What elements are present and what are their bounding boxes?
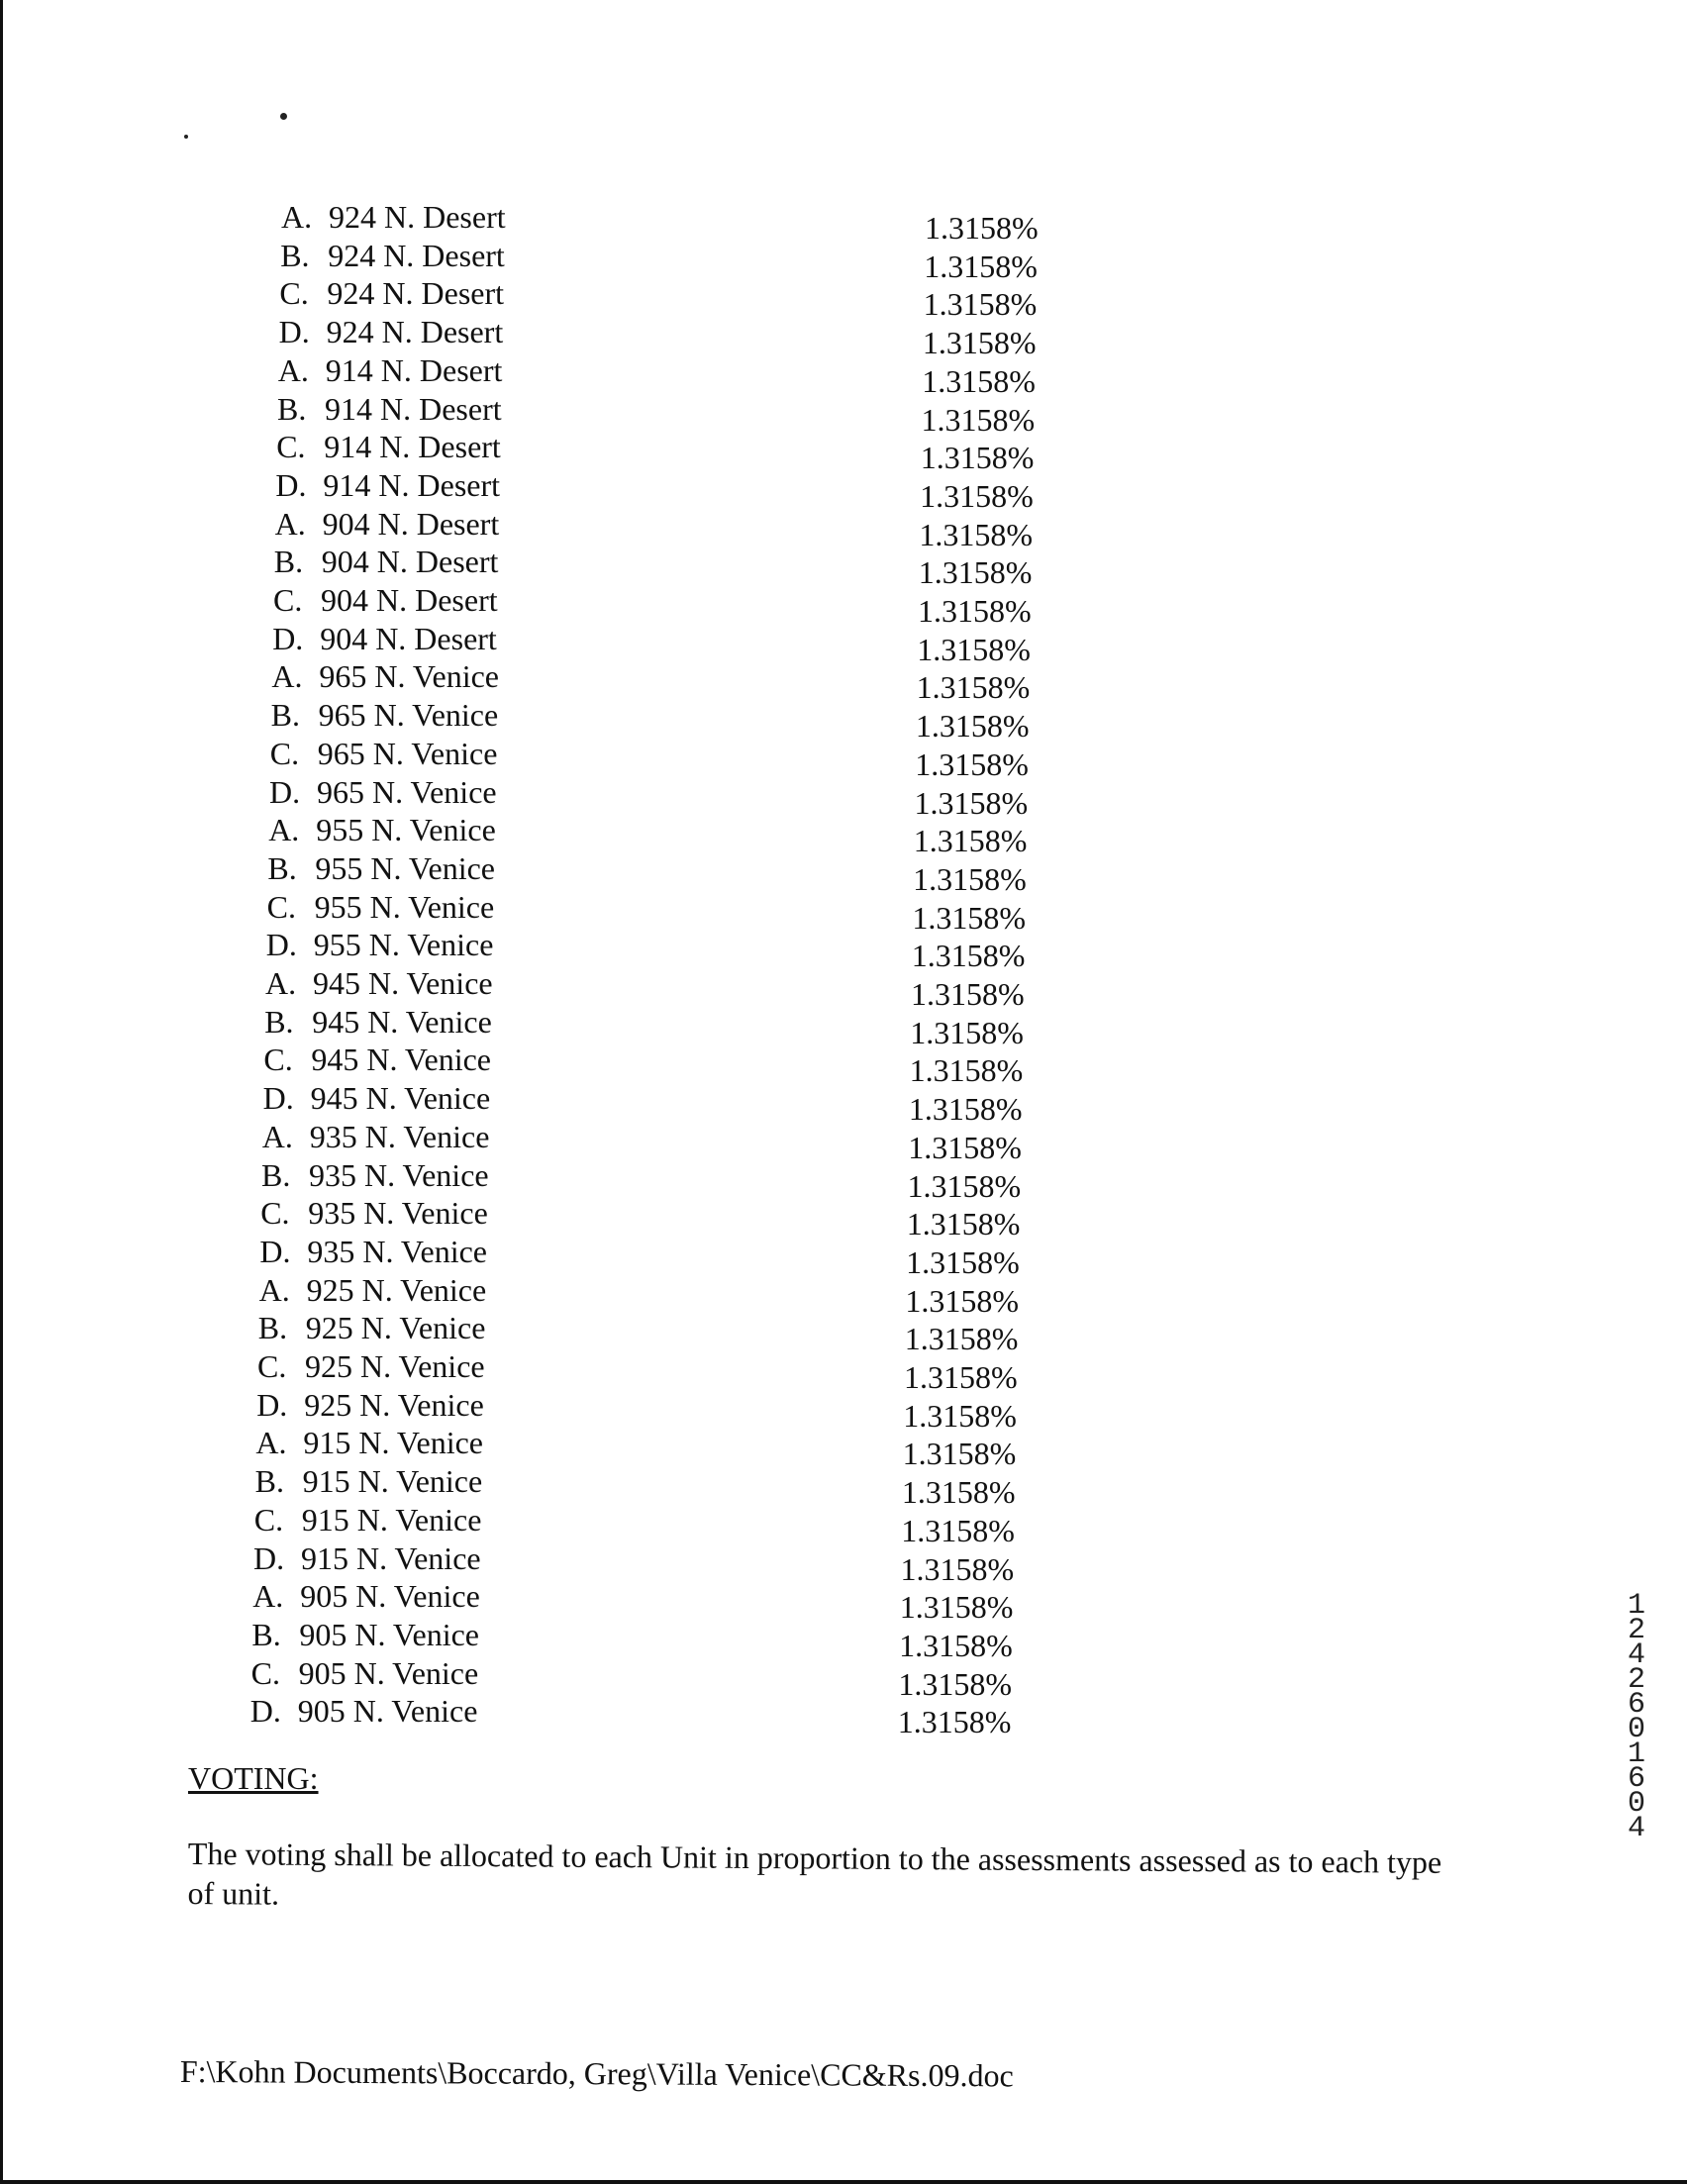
unit-row [268,811,496,848]
unit-row [275,466,500,504]
unit-letter: C. [279,275,309,312]
unit-address: 915 N. Venice [303,1425,483,1461]
unit-row [259,1271,487,1309]
unit-letter: D. [265,927,297,963]
scan-speck [280,113,287,120]
unit-row [255,1424,483,1461]
unit-percentage: 1.3158% [911,976,1025,1012]
unit-row [263,1041,491,1078]
unit-percentage: 1.3158% [915,708,1030,745]
unit-letter: D. [275,466,307,503]
unit-letter: A. [255,1425,287,1461]
unit-row [279,274,504,312]
unit-address: 905 N. Venice [300,1578,480,1615]
unit-address: 955 N. Venice [316,812,496,848]
unit-row [265,964,493,1002]
unit-row [276,428,501,465]
unit-percentage: 1.3158% [916,669,1031,706]
unit-row [275,505,500,543]
unit-address: 915 N. Venice [301,1501,482,1538]
unit-percentage: 1.3158% [922,325,1037,361]
unit-percentage: 1.3158% [908,1129,1022,1165]
unit-row [266,926,494,963]
unit-row [271,657,499,695]
scan-bottom-edge [0,2180,1687,2184]
unit-row [277,390,502,428]
unit-row [267,849,495,887]
unit-percentage: 1.3158% [906,1206,1021,1242]
unit-letter: A. [268,812,300,848]
unit-letter: C. [253,1501,284,1538]
unit-row [250,1692,478,1730]
unit-address: 945 N. Venice [311,1042,491,1078]
unit-address: 925 N. Venice [305,1348,485,1384]
unit-row [273,581,498,619]
unit-row [281,198,506,236]
unit-percentage: 1.3158% [901,1512,1015,1548]
unit-letter: C. [269,735,300,771]
unit-letter: D. [249,1693,281,1730]
unit-letter: D. [278,314,310,350]
unit-letter: B. [280,237,310,273]
voting-heading: VOTING: [188,1760,319,1796]
unit-address: 945 N. Venice [313,965,493,1001]
voting-paragraph: The voting shall be allocated to each Unit in proportion to the assessments assessed as to each type of unit. [187,1836,1442,1912]
unit-percentage: 1.3158% [904,1359,1018,1395]
unit-letter: C. [276,429,306,465]
unit-letter: A. [261,1118,293,1154]
unit-row [251,1654,479,1692]
unit-letter: B. [273,544,304,580]
unit-address: 965 N. Venice [317,773,497,810]
document-stamp-number: 12426 01604 [1627,1589,1645,1845]
unit-row [262,1118,490,1155]
unit-percentage: 1.3158% [909,1052,1024,1089]
unit-percentage: 1.3158% [917,631,1031,667]
file-path-footer: F:\Kohn Documents\Boccardo, Greg\Villa Venice\CC&Rs.09.doc [179,2053,1014,2094]
unit-letter: C. [263,1042,293,1078]
unit-row [264,1003,492,1041]
unit-address: 905 N. Venice [299,1616,479,1652]
unit-row [269,773,497,811]
unit-address: 945 N. Venice [312,1003,492,1040]
unit-address: 924 N. Desert [327,275,505,312]
unit-address: 914 N. Desert [323,466,501,503]
unit-row [256,1386,484,1424]
unit-row [270,735,498,772]
unit-percentage: 1.3158% [915,745,1029,782]
unit-row [279,313,504,350]
unit-letter: C. [257,1348,287,1384]
unit-row [258,1309,486,1346]
unit-letter: A. [252,1578,284,1615]
unit-percentage: 1.3158% [912,899,1027,936]
unit-row [260,1194,488,1232]
unit-address: 924 N. Desert [329,199,506,235]
unit-address: 925 N. Venice [306,1271,487,1308]
unit-letter: D. [253,1539,285,1576]
unit-percentage: 1.3158% [918,593,1032,629]
unit-letter: B. [270,697,300,734]
unit-letter: C. [273,582,303,618]
unit-percentage: 1.3158% [904,1321,1019,1357]
unit-address: 915 N. Venice [302,1463,483,1500]
unit-address: 904 N. Desert [320,620,497,656]
unit-address: 904 N. Desert [322,505,500,542]
unit-address: 904 N. Desert [321,544,499,580]
unit-percentage: 1.3158% [910,1014,1024,1050]
unit-percentage: 1.3158% [922,362,1036,399]
unit-letter: B. [277,390,307,427]
unit-letter: C. [266,888,296,925]
unit-percentage: 1.3158% [906,1243,1020,1280]
unit-address: 905 N. Venice [297,1693,478,1730]
unit-address: 914 N. Desert [324,429,501,465]
unit-row [271,696,499,734]
unit-row [252,1577,480,1615]
unit-percentage: 1.3158% [905,1282,1020,1319]
unit-address: 935 N. Venice [309,1118,490,1154]
unit-row [263,1079,491,1117]
unit-letter: A. [258,1271,290,1308]
unit-letter: D. [256,1386,288,1423]
unit-percentage: 1.3158% [908,1091,1023,1128]
unit-row [253,1539,481,1577]
unit-percentage: 1.3158% [921,401,1036,438]
unit-percentage: 1.3158% [925,210,1039,246]
unit-address: 924 N. Desert [326,314,504,350]
unit-address: 905 N. Venice [298,1654,479,1691]
unit-row [251,1616,479,1653]
unit-address: 945 N. Venice [310,1080,491,1117]
unit-letter: A. [277,351,309,388]
unit-letter: D. [272,620,304,656]
unit-address: 915 N. Venice [301,1539,481,1576]
unit-percentage: 1.3158% [918,554,1033,591]
unit-percentage: 1.3158% [900,1550,1015,1587]
unit-row [257,1347,485,1385]
unit-letter: B. [267,849,297,886]
scan-speck [184,135,188,139]
unit-address: 965 N. Venice [318,697,499,734]
unit-row [255,1462,483,1500]
unit-letter: D. [269,773,301,810]
unit-letter: B. [264,1003,294,1040]
unit-percentage: 1.3158% [919,516,1034,552]
unit-percentage: 1.3158% [920,477,1034,514]
unit-address: 955 N. Venice [315,849,495,886]
unit-row [267,888,495,926]
unit-percentage: 1.3158% [899,1627,1013,1663]
unit-address: 925 N. Venice [304,1386,484,1423]
unit-percentage: 1.3158% [911,938,1026,974]
unit-percentage: 1.3158% [920,440,1035,476]
unit-row [278,351,503,389]
unit-address: 914 N. Desert [325,351,503,388]
unit-letter: A. [271,658,303,695]
unit-letter: D. [262,1080,294,1117]
unit-percentage: 1.3158% [913,823,1028,859]
unit-address: 935 N. Venice [308,1195,488,1232]
unit-address: 924 N. Desert [328,237,505,273]
unit-letter: C. [250,1654,280,1691]
unit-letter: D. [259,1233,291,1269]
unit-percentage: 1.3158% [924,248,1038,284]
unit-row [274,543,499,580]
unit-address: 935 N. Venice [309,1156,489,1193]
unit-letter: C. [260,1195,290,1232]
unit-address: 935 N. Venice [307,1233,487,1269]
unit-row [280,237,505,274]
unit-row [272,620,497,657]
unit-letter: A. [274,505,306,542]
unit-percentage: 1.3158% [902,1436,1017,1472]
unit-percentage: 1.3158% [907,1167,1022,1204]
unit-address: 965 N. Venice [317,735,498,771]
unit-letter: A. [265,965,297,1001]
unit-letter: B. [261,1156,291,1193]
unit-row [254,1501,482,1539]
unit-letter: A. [281,199,313,235]
scan-left-edge [0,0,3,2184]
unit-row [261,1156,489,1194]
unit-percentage: 1.3158% [899,1589,1014,1626]
unit-address: 955 N. Venice [313,927,494,963]
unit-letter: B. [257,1310,288,1346]
unit-percentage: 1.3158% [914,784,1029,821]
unit-percentage: 1.3158% [901,1474,1016,1511]
unit-address: 914 N. Desert [325,390,502,427]
unit-percentage: 1.3158% [903,1397,1017,1434]
unit-address: 955 N. Venice [314,888,495,925]
unit-address: 925 N. Venice [305,1310,486,1346]
unit-address: 904 N. Desert [321,582,498,618]
unit-row [259,1233,487,1270]
unit-letter: B. [251,1616,281,1652]
unit-percentage: 1.3158% [923,286,1038,323]
unit-percentage: 1.3158% [913,860,1027,897]
unit-percentage: 1.3158% [898,1665,1013,1702]
unit-letter: B. [254,1463,284,1500]
unit-percentage: 1.3158% [897,1704,1012,1740]
unit-address: 965 N. Venice [319,658,499,695]
